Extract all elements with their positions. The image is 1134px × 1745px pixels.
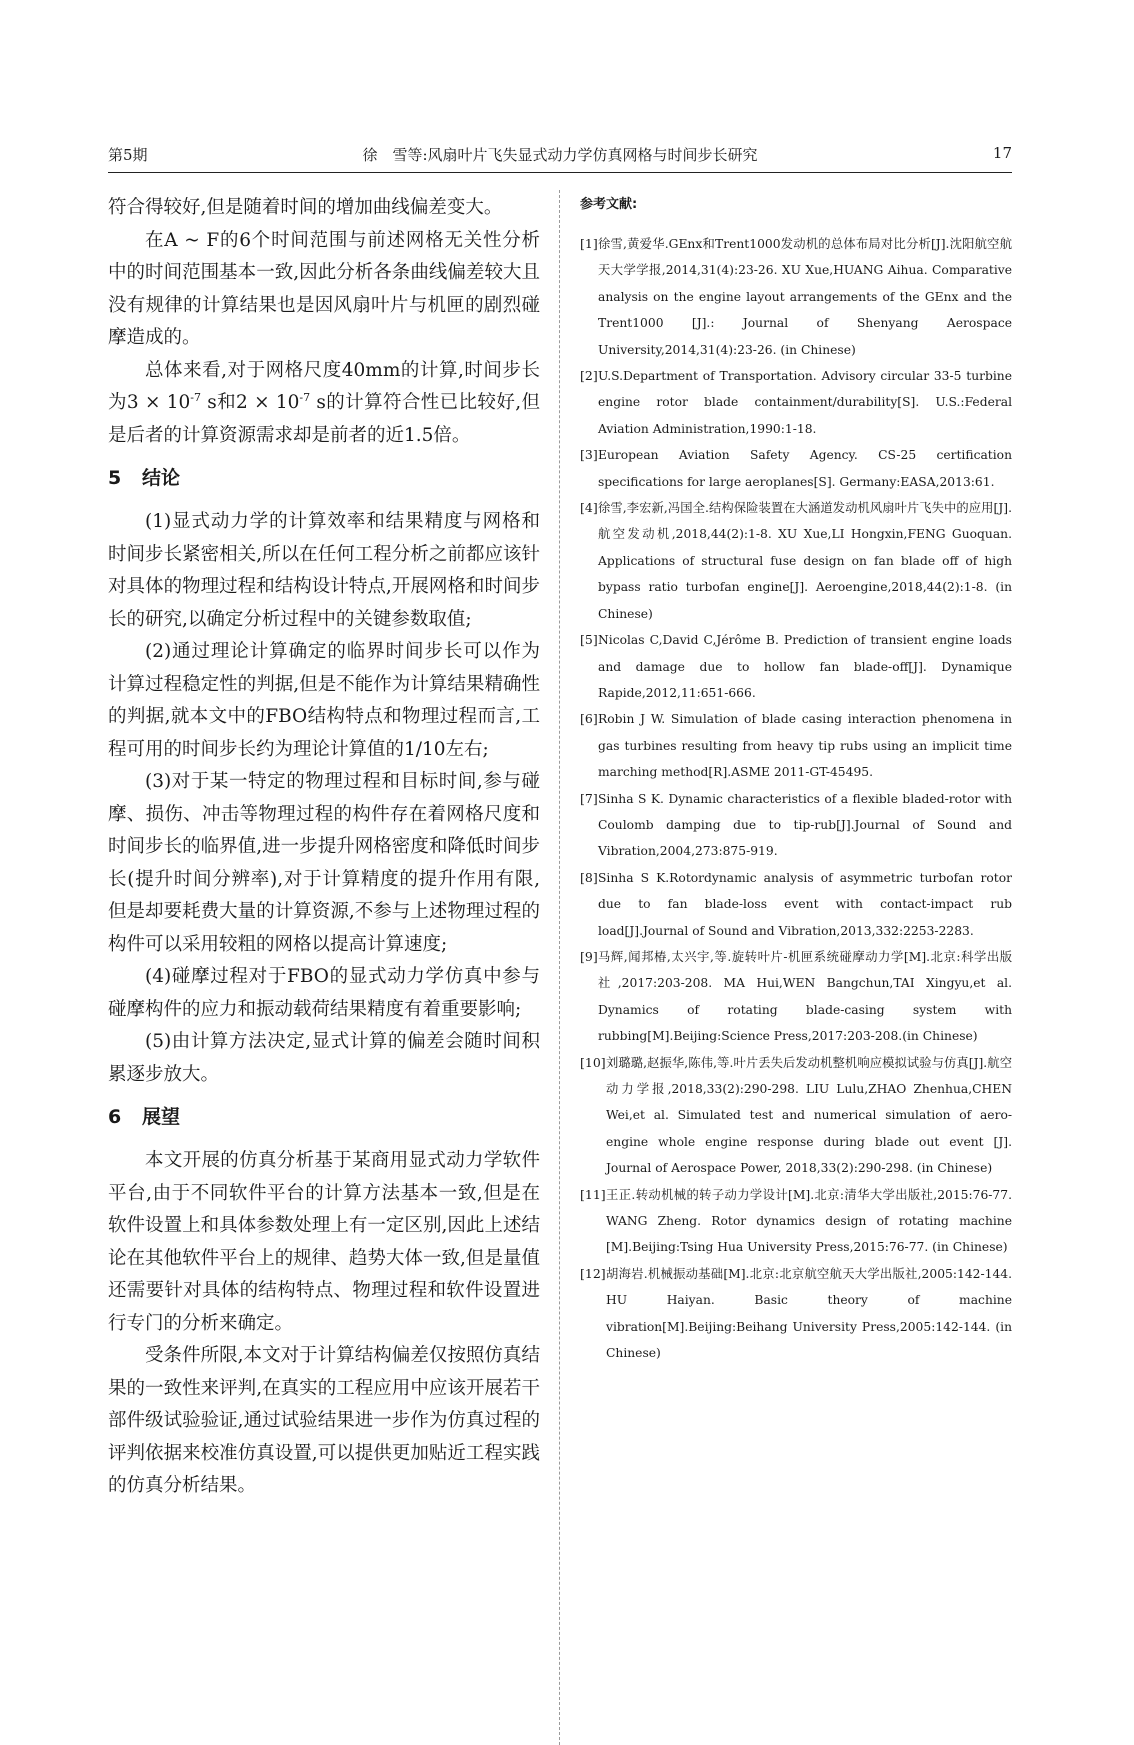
reference-item: [12] 胡海岩.机械振动基础[M].北京:北京航空航天大学出版社,2005:142-144. HU Haiyan. Basic theory of machine vibration[M].Beijing:Beihang University Press,2005:142-144. (in Chinese) [580,1265,1012,1361]
page-number: 17 [992,144,1012,162]
paragraph: 在A ~ F的6个时间范围与前述网格无关性分析中的时间范围基本一致,因此分析各条曲线偏差较大且没有规律的计算结果也是因风扇叶片与机匣的剧烈碰摩造成的。 [108,229,540,348]
section-heading-6 [108,1103,540,1131]
reference-item: [1] 徐雪,黄爱华.GEnx和Trent1000发动机的总体布局对比分析[J].沈阳航空航天大学学报,2014,31(4):23-26. XU Xue,HUANG Aihua. Comparative analysis on the engine layout arrangements of the GEnx and the Trent1000 [J].: Journal of Shenyang Aerospace University,2014,31(4):23-26. (in Chinese) [580,236,1012,357]
issue-number: 第5期 [108,146,148,164]
references-title: 参考文献: [580,197,638,212]
reference-item: [8] Sinha S K.Rotordynamic analysis of asymmetric turbofan rotor due to fan blade-loss event with contact-impact rub load[J].Journal of Sound and Vibration,2013,332:2253-2283. [580,869,1012,938]
reference-item: [7] Sinha S K. Dynamic characteristics of a flexible bladed-rotor with Coulomb damping due to tip-rub[J].Journal of Sound and Vibration,2004,273:875-919. [580,790,1012,859]
paragraph: 受条件所限,本文对于计算结构偏差仅按照仿真结果的一致性来评判,在真实的工程应用中应该开展若干部件级试验验证,通过试验结果进一步作为仿真过程的评判依据来校准仿真设置,可以提供更加贴近工程实践的仿真分析结果。 [108,1345,540,1496]
section-heading-5 [108,464,540,492]
reference-item: [3] European Aviation Safety Agency. CS-25 certification specifications for large aeroplanes[S]. Germany:EASA,2013:61. [580,447,1012,489]
conclusion-item: (2)通过理论计算确定的临界时间步长可以作为计算过程稳定性的判据,但是不能作为计算结果精确性的判据,就本文中的FBO结构特点和物理过程而言,工程可用的时间步长约为理论计算值的1/10左右; [108,641,540,760]
conclusion-item: (3)对于某一特定的物理过程和目标时间,参与碰摩、损伤、冲击等物理过程的构件存在着网格尺度和时间步长的临界值,进一步提升网格密度和降低时间步长(提升时间分辨率),对于计算精度的提升作用有限,但是却要耗费大量的计算资源,不参与上述物理过程的构件可以采用较粗的网格以提高计算速度; [108,771,540,955]
section-title: 展望 [142,1106,181,1128]
reference-item: [10] 刘璐璐,赵振华,陈伟,等.叶片丢失后发动机整机响应模拟试验与仿真[J].航空动力学报,2018,33(2):290-298. LIU Lulu,ZHAO Zhenhua,CHEN Wei,et al. Simulated test and numerical simulation of aero-engine whole engine response during blade out event [J]. Journal of Aerospace Power, 2018,33(2):290-298. (in Chinese) [580,1054,1012,1176]
column-divider [559,190,560,1745]
left-column [108,192,540,1503]
reference-item: [9] 马辉,闻邦椿,太兴宇,等.旋转叶片-机匣系统碰摩动力学[M].北京:科学出版社,2017:203-208. MA Hui,WEN Bangchun,TAI Xingyu,et al. Dynamics of rotating blade-casing system with rubbing[M].Beijing:Science Press,2017:203-208.(in Chinese) [580,948,1012,1044]
reference-item: [4] 徐雪,李宏新,冯国全.结构保险装置在大涵道发动机风扇叶片飞失中的应用[J].航空发动机,2018,44(2):1-8. XU Xue,LI Hongxin,FENG Guoquan. Applications of structural fuse design on fan blade off of high bypass ratio turbofan engine[J]. Aeroengine,2018,44(2):1-8. (in Chinese) [580,500,1012,621]
section-number: 5 [108,467,122,489]
section-title: 结论 [142,467,181,489]
references-column [580,195,1012,1366]
conclusion-item: (4)碰摩过程对于FBO的显式动力学仿真中参与碰摩构件的应力和振动载荷结果精度有着重要影响; [108,966,540,1020]
reference-item: [5] Nicolas C,David C,Jérôme B. Prediction of transient engine loads and damage due to hollow fan blade-off[J]. Dynamique Rapide,2012,11:651-666. [580,632,1012,700]
reference-item: [6] Robin J W. Simulation of blade casing interaction phenomena in gas turbines resulting from heavy tip rubs using an implicit time marching method[R].ASME 2011-GT-45495. [580,711,1012,780]
reference-item: [11] 王正.转动机械的转子动力学设计[M].北京:清华大学出版社,2015:76-77. WANG Zheng. Rotor dynamics design of rotating machine [M].Beijing:Tsing Hua University Press,2015:76-77. (in Chinese) [580,1186,1012,1255]
header-rule [108,172,1012,173]
reference-item: [2] U.S.Department of Transportation. Advisory circular 33-5 turbine engine rotor blade containment/durability[S]. U.S.:Federal Aviation Administration,1990:1-18. [580,368,1012,436]
paragraph: 符合得较好,但是随着时间的增加曲线偏差变大。 [108,197,503,218]
conclusion-item: (5)由计算方法决定,显式计算的偏差会随时间积累逐步放大。 [108,1031,540,1085]
paragraph: 本文开展的仿真分析基于某商用显式动力学软件平台,由于不同软件平台的计算方法基本一致,但是在软件设置上和具体参数处理上有一定区别,因此上述结论在其他软件平台上的规律、趋势大体一致,但是量值还需要针对具体的结构特点、物理过程和软件设置进行专门的分析来确定。 [108,1150,540,1334]
conclusion-item: (1)显式动力学的计算效率和结果精度与网格和时间步长紧密相关,所以在任何工程分析之前都应该针对具体的物理过程和结构设计特点,开展网格和时间步长的研究,以确定分析过程中的关键参数取值; [108,511,540,630]
running-header [108,140,1012,170]
running-title: 徐 雪等:风扇叶片飞失显式动力学仿真网格与时间步长研究 [362,146,758,164]
section-number: 6 [108,1106,122,1128]
paragraph: 总体来看,对于网格尺度40mm的计算,时间步长为$3 \times 10^{-7}$ s和$2 \times 10^{-7}$ s的计算符合性已比较好,但是后者的计算资源需求却是前者的近1.5倍。 [108,359,540,446]
